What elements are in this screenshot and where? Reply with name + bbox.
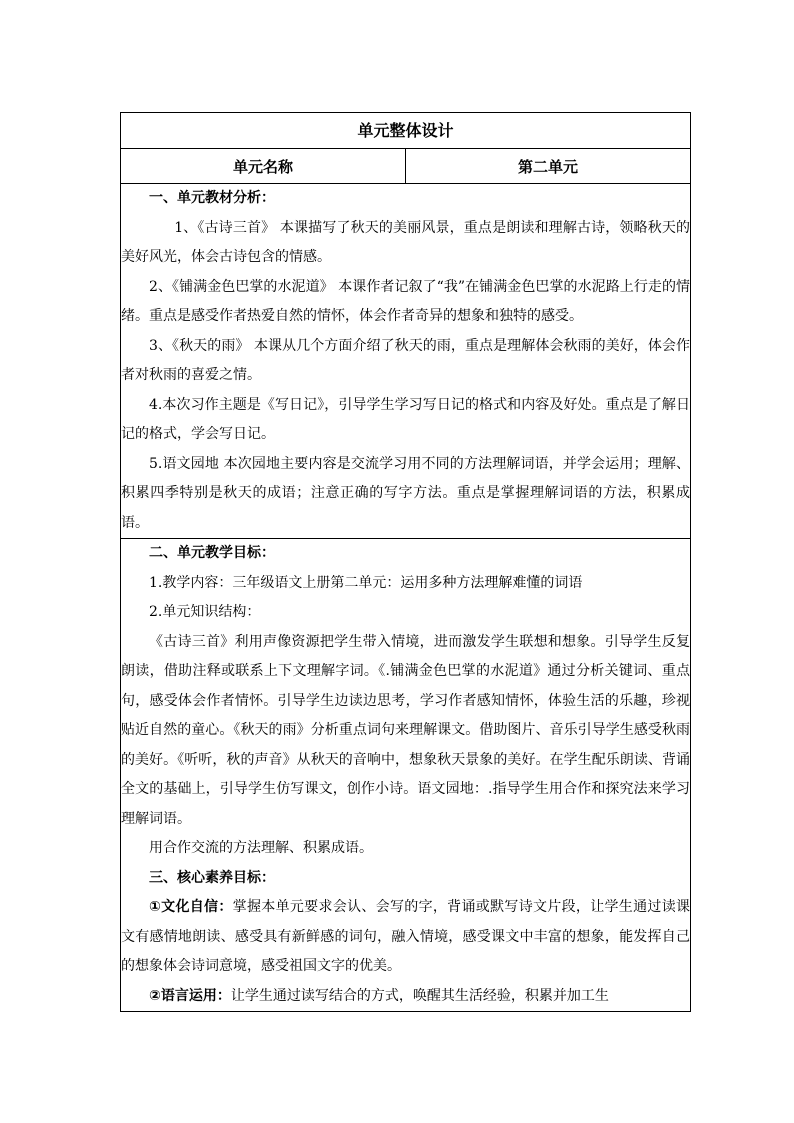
paragraph: 4.本次习作主题是《写日记》，引导学生学习写日记的格式和内容及好处。重点是了解日记的格式，学会写日记。 [121, 396, 690, 442]
goal-text: 掌握本单元要求会认、会写的字，背诵或默写诗文片段，让学生通过读课文有感情地朗读、感受具有新鲜感的词句，融入情境，感受课文中丰富的想象，能发挥自己的想象体会诗词意境，感受祖国文字的优美。 [121, 899, 691, 974]
goal-label: ②语言运用： [149, 987, 231, 1004]
paragraph: 《古诗三首》利用声像资源把学生带入情境，进而激发学生联想和想象。引导学生反复朗读，借助注释或联系上下文理解字词。《.铺满金色巴掌的水泥道》通过分析关键词、重点句，感受体会作者情怀。引导学生边读边思考，学习作者感知情怀，体验生活的乐趣，珍视贴近自然的童心。《秋天的雨》分析重点词句来理解课文。借助图片、音乐引导学生感受秋雨的美好。《听听，秋的声音》从秋天的音响中，想象秋天景象的美好。在学生配乐朗读、背诵全文的基础上，引导学生仿写课文，创作小诗。语文园地：.指导学生用合作和探究法来学习理解词语。 [121, 633, 690, 827]
paragraph: 2、《铺满金色巴掌的水泥道》 本课作者记叙了“我”在铺满金色巴掌的水泥路上行走的情绪。重点是感受作者热爱自然的情怀，体会作者奇异的想象和独特的感受。 [121, 278, 690, 324]
unit-name-label: 单元名称 [121, 149, 406, 184]
section-heading: 一、单元教材分析： [149, 190, 275, 206]
paragraph: 5.语文园地 本次园地主要内容是交流学习用不同的方法理解词语，并学会运用；理解、积累四季特别是秋天的成语；注意正确的写字方法。重点是掌握理解词语的方法，积累成语。 [121, 455, 690, 531]
title-row [121, 113, 691, 149]
unit-design-table [120, 112, 691, 1012]
paragraph: 1.教学内容：三年级语文上册第二单元：运用多种方法理解难懂的词语 [149, 574, 583, 591]
section-material-analysis-row [121, 184, 691, 539]
unit-name-row [121, 149, 691, 184]
goal-label: ①文化自信： [149, 899, 233, 915]
paragraph [121, 982, 690, 1012]
paragraph [121, 893, 690, 982]
unit-name-value: 第二单元 [406, 149, 691, 184]
section-teaching-goals-row [121, 539, 691, 1012]
section-material-analysis [121, 184, 691, 539]
section-heading: 二、单元教学目标： [149, 545, 275, 561]
table-title: 单元整体设计 [121, 113, 691, 149]
goal-text: 让学生通过读写结合的方式，唤醒其生活经验，积累并加工生 [230, 987, 609, 1004]
paragraph: 用合作交流的方法理解、积累成语。 [149, 840, 373, 856]
paragraph: 3、《秋天的雨》 本课从几个方面介绍了秋天的雨，重点是理解体会秋雨的美好，体会作者对秋雨的喜爱之情。 [121, 337, 690, 383]
paragraph: 1、《古诗三首》 本课描写了秋天的美丽风景，重点是朗读和理解古诗，领略秋天的美好风光，体会古诗包含的情感。 [121, 219, 690, 265]
section-heading: 三、核心素养目标： [149, 869, 275, 886]
paragraph: 2.单元知识结构： [149, 604, 261, 620]
section-teaching-goals [121, 539, 691, 1012]
